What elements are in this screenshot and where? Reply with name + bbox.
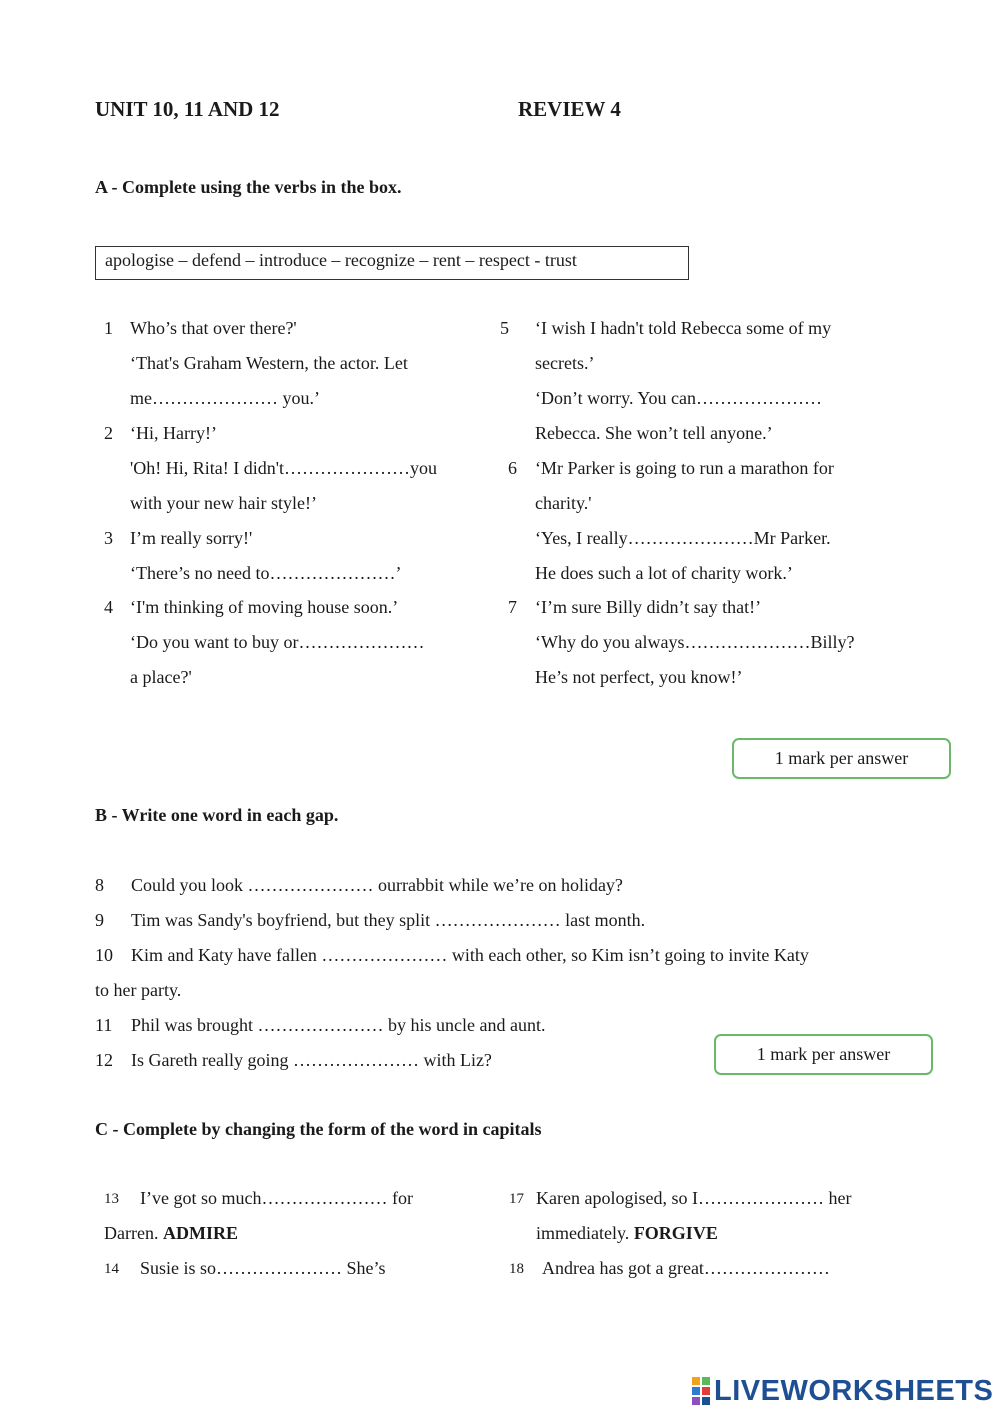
q5-line: ‘Don’t worry. You can…………………: [535, 388, 822, 408]
q4-line: a place?': [130, 667, 192, 687]
logo-tile: [692, 1387, 700, 1395]
q17-line: Karen apologised, so I………………… her: [536, 1188, 852, 1208]
review-title: REVIEW 4: [518, 97, 621, 121]
q6-line: He does such a lot of charity work.’: [535, 563, 793, 583]
q14-number: 14: [104, 1261, 119, 1277]
q5-number: 5: [500, 318, 509, 338]
q18-number: 18: [509, 1261, 524, 1277]
q17-text: immediately.: [536, 1223, 634, 1243]
logo-text: LIVEWORKSHEETS: [714, 1374, 994, 1407]
q10-text: Kim and Katy have fallen ………………… with each other, so Kim isn’t going to invite Katy: [131, 945, 809, 965]
word-box: [95, 246, 689, 280]
q17-capital-word: FORGIVE: [633, 1223, 718, 1243]
q1-number: 1: [104, 318, 113, 338]
q11-text: Phil was brought ………………… by his uncle and aunt.: [131, 1015, 546, 1035]
q7-line: ‘I’m sure Billy didn’t say that!’: [535, 597, 762, 617]
q8-number: 8: [95, 875, 104, 895]
q13-line: I’ve got so much………………… for: [140, 1188, 413, 1208]
logo-tile: [692, 1397, 700, 1405]
q4-line: ‘Do you want to buy or…………………: [130, 632, 425, 652]
q7-number: 7: [508, 597, 517, 617]
q6-number: 6: [508, 458, 517, 478]
q10-number: 10: [95, 945, 113, 965]
q5-line: secrets.’: [535, 353, 595, 373]
section-c-heading: C - Complete by changing the form of the word in capitals: [95, 1119, 542, 1139]
q17-line-2: [536, 1223, 718, 1244]
q1-line: Who’s that over there?': [130, 318, 297, 338]
q2-number: 2: [104, 423, 113, 443]
q1-line: ‘That's Graham Western, the actor. Let: [130, 353, 408, 373]
q3-number: 3: [104, 528, 113, 548]
q1-line: me………………… you.’: [130, 388, 320, 408]
q7-line: He’s not perfect, you know!’: [535, 667, 743, 687]
q4-line: ‘I'm thinking of moving house soon.’: [130, 597, 399, 617]
q5-line: ‘I wish I hadn't told Rebecca some of my: [535, 318, 832, 338]
q12-text: Is Gareth really going ………………… with Liz?: [131, 1050, 492, 1070]
section-a-heading: A - Complete using the verbs in the box.: [95, 177, 402, 197]
q17-number: 17: [509, 1191, 524, 1207]
q6-line: charity.': [535, 493, 592, 513]
q9-text: Tim was Sandy's boyfriend, but they split ………………… last month.: [131, 910, 646, 930]
q13-capital-word: ADMIRE: [162, 1223, 238, 1243]
q10-continued: to her party.: [95, 980, 182, 1000]
q8-text: Could you look ………………… ourrabbit while we’re on holiday?: [131, 875, 623, 895]
mark-badge-b: 1 mark per answer: [714, 1034, 933, 1075]
q2-line: with your new hair style!’: [130, 493, 317, 513]
q2-line: ‘Hi, Harry!’: [130, 423, 217, 443]
q14-line: Susie is so………………… She’s: [140, 1258, 386, 1278]
q6-line: ‘Mr Parker is going to run a marathon for: [535, 458, 834, 478]
q2-line: 'Oh! Hi, Rita! I didn't…………………you: [130, 458, 437, 478]
logo-tile: [702, 1397, 710, 1405]
mark-badge-a: 1 mark per answer: [732, 738, 951, 779]
section-b-heading: B - Write one word in each gap.: [95, 805, 339, 825]
q11-number: 11: [95, 1015, 113, 1035]
q6-line: ‘Yes, I really…………………Mr Parker.: [535, 528, 831, 548]
logo-tiles-icon: [692, 1377, 710, 1405]
logo-tile: [702, 1387, 710, 1395]
q13-number: 13: [104, 1191, 119, 1207]
q18-line: Andrea has got a great…………………: [542, 1258, 830, 1278]
q3-line: I’m really sorry!': [130, 528, 253, 548]
q13-text: Darren.: [104, 1223, 163, 1243]
q9-number: 9: [95, 910, 104, 930]
logo-tile: [702, 1377, 710, 1385]
q4-number: 4: [104, 597, 113, 617]
q12-number: 12: [95, 1050, 113, 1070]
unit-title: UNIT 10, 11 AND 12: [95, 97, 280, 121]
q5-line: Rebecca. She won’t tell anyone.’: [535, 423, 773, 443]
q7-line: ‘Why do you always…………………Billy?: [535, 632, 855, 652]
liveworksheets-logo: [692, 1374, 993, 1408]
q3-line: ‘There’s no need to…………………’: [130, 563, 402, 583]
logo-tile: [692, 1377, 700, 1385]
q13-line-2: [104, 1223, 238, 1244]
word-box-text: apologise – defend – introduce – recognize – rent – respect - trust: [105, 250, 577, 270]
